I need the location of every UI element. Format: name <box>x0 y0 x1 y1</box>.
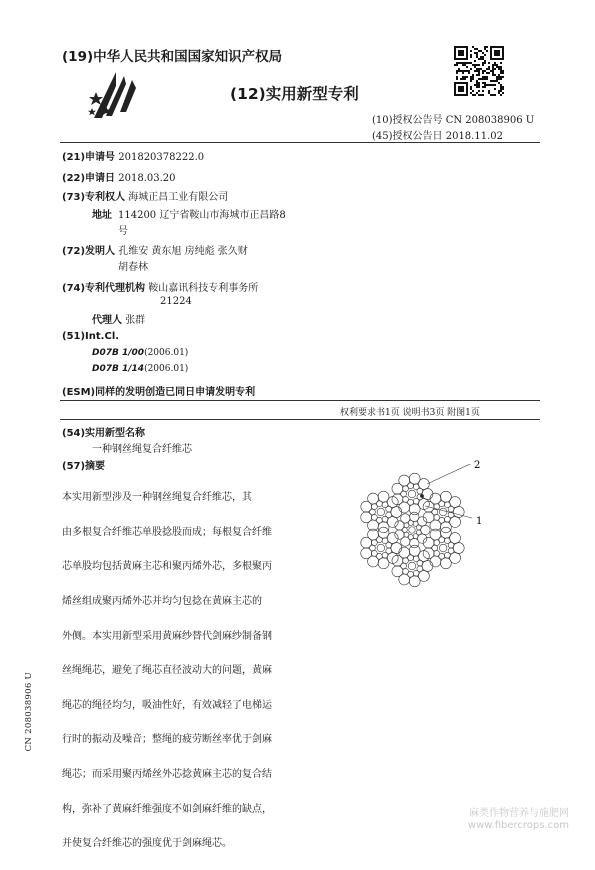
strand-outer-wire <box>450 497 461 508</box>
app-no-label: (21)申请号 <box>62 152 116 163</box>
strand-inner-wire <box>413 534 418 539</box>
agency-code: 21224 <box>160 296 192 307</box>
abstract-line: 绳芯的绳径均匀，吸油性好，有效减轻了电梯运 <box>62 699 272 711</box>
ipc2-line <box>92 364 188 374</box>
owner: 海城正昌工业有限公司 <box>128 192 229 203</box>
biblio-divider <box>60 400 540 401</box>
rope-cross-section-figure <box>350 448 500 612</box>
pages-info: 权利要求书1页 说明书3页 附图1页 <box>340 408 480 418</box>
agency-label: (74)专利代理机构 <box>62 283 146 294</box>
abstract-line: 由多根复合纤维芯单股捻股而成；每根复合纤维 <box>62 526 272 538</box>
inventor-line <box>62 242 248 257</box>
strand-outer-wire <box>391 507 402 518</box>
watermark-line2: www.fibercrops.com <box>467 820 569 831</box>
office-heading <box>62 45 282 65</box>
utility-title: 一种钢丝绳复合纤维芯 <box>92 444 192 455</box>
strand-inner-wire <box>413 498 419 504</box>
strand-inner-wire <box>417 488 423 494</box>
office-name: 中华人民共和国国家知识产权局 <box>93 49 283 65</box>
abstract-line: 芯单股均包括黄麻主芯和聚丙烯外芯，多根聚丙 <box>62 561 272 573</box>
figure-label-2: 2 <box>474 460 481 471</box>
strand-core-wire <box>408 490 416 498</box>
strand-core-wire <box>409 527 416 534</box>
strand-inner-wire <box>403 496 409 502</box>
strand-inner-wire <box>371 550 377 556</box>
agent: 张群 <box>125 315 146 326</box>
doc-type: 实用新型专利 <box>265 85 359 103</box>
strand-inner-wire <box>448 542 454 548</box>
agency: 鞍山嘉讯科技专利事务所 <box>148 283 259 294</box>
abstract-line: 烯丝组成聚丙烯外芯并均匀包捻在黄麻主芯的 <box>62 596 262 608</box>
strand-inner-wire <box>376 501 382 507</box>
title-label: (54)实用新型名称 <box>62 428 146 439</box>
abstract-line: 构，弥补了黄麻纤维强度不如剑麻纤维的缺点， <box>62 803 272 815</box>
strand-core-wire <box>439 544 447 552</box>
ipc1-code: D07B 1/00 <box>92 348 145 358</box>
strand-outer-wire <box>418 517 427 526</box>
strand-inner-wire <box>432 545 438 551</box>
pub-date-line <box>372 127 503 142</box>
strand-inner-wire <box>417 560 423 566</box>
strand-inner-wire <box>386 506 392 512</box>
strand-core-wire <box>377 508 385 516</box>
strand-inner-wire <box>439 501 445 507</box>
pub-date-label: (45)授权公告日 <box>372 131 443 142</box>
strand-inner-wire <box>369 545 375 551</box>
strand-inner-wire <box>369 509 375 515</box>
strand-inner-wire <box>401 563 407 569</box>
strand-outer-wire <box>450 533 461 544</box>
strand-outer-wire <box>453 543 464 554</box>
strand-inner-wire <box>382 552 388 558</box>
app-date-label: (22)申请日 <box>62 173 116 184</box>
cnipa-emblem-icon <box>86 70 148 126</box>
abstract-line: 本实用新型涉及一种钢丝绳复合纤维芯，其 <box>62 492 252 504</box>
abstract-body <box>62 472 310 870</box>
strand-inner-wire <box>434 550 440 556</box>
strand-core-wire <box>377 544 385 552</box>
esm-note: (ESM)同样的发明创造已同日申请发明专利 <box>62 387 256 398</box>
inventors-line1: 孔维安 黄东旭 房纯彪 张久财 <box>118 246 248 257</box>
app-no: 201820378222.0 <box>118 152 205 163</box>
strand-inner-wire <box>448 506 454 512</box>
address-label: 地址 <box>92 210 112 221</box>
strand-inner-wire <box>444 516 450 522</box>
qr-code-icon <box>454 46 504 100</box>
strand-inner-wire <box>416 525 421 530</box>
abstract-line: 绳芯；而采用聚丙烯丝外芯捻黄麻主芯的复合结 <box>62 769 272 781</box>
strand-inner-wire <box>408 520 413 525</box>
inventors-line2: 胡春林 <box>118 262 148 273</box>
strand-inner-wire <box>444 552 450 558</box>
app-no-line <box>62 148 204 163</box>
office-code: (19) <box>62 49 94 65</box>
agent-line <box>92 311 145 326</box>
abstract-label: (57)摘要 <box>62 461 106 472</box>
strand-inner-wire <box>402 527 407 532</box>
owner-line <box>62 188 228 203</box>
strand-outer-wire <box>422 561 433 572</box>
ipc2-date: (2006.01) <box>144 364 189 374</box>
agent-label: 代理人 <box>92 315 122 326</box>
ipc1-date: (2006.01) <box>144 348 189 358</box>
strand-outer-wire <box>418 479 429 490</box>
watermark-line1: 麻类作物营养与施肥网 <box>469 808 569 819</box>
header-divider <box>60 142 540 143</box>
agency-line <box>62 279 258 294</box>
strand-inner-wire <box>408 483 414 489</box>
owner-label: (73)专利权人 <box>62 192 126 203</box>
inventor-label: (72)发明人 <box>62 246 116 257</box>
strand-core-wire <box>408 562 416 570</box>
strand-inner-wire <box>401 491 407 497</box>
strand-core-wire <box>439 508 447 516</box>
strand-inner-wire <box>408 555 414 561</box>
ipc1-line <box>92 348 188 358</box>
app-date: 2018.03.20 <box>118 173 176 184</box>
ipc2-code: D07B 1/14 <box>92 364 145 374</box>
strand-inner-wire <box>382 516 388 522</box>
pub-no: CN 208038906 U <box>445 115 535 126</box>
side-publication-code: CN 208038906 U <box>24 672 34 752</box>
strand-outer-wire <box>421 525 430 534</box>
app-date-line <box>62 169 176 184</box>
address-line1: 114200 辽宁省鞍山市海城市正昌路8 <box>118 210 286 221</box>
strand-inner-wire <box>413 570 419 576</box>
strand-outer-wire <box>422 489 433 500</box>
strand-inner-wire <box>371 514 377 520</box>
pub-no-line <box>372 111 534 126</box>
pages-divider <box>60 419 540 420</box>
strand-inner-wire <box>376 537 382 543</box>
abstract-line: 外侧。本实用新型采用黄麻纱替代剑麻纱制备钢 <box>62 630 272 642</box>
strand-inner-wire <box>434 514 440 520</box>
strand-inner-wire <box>439 537 445 543</box>
strand-inner-wire <box>432 509 438 515</box>
strand-outer-wire <box>391 543 402 554</box>
doc-type-heading <box>230 82 359 104</box>
ipc-label: (51)Int.Cl. <box>62 331 120 342</box>
pub-date: 2018.11.02 <box>445 131 503 142</box>
doc-type-code: (12) <box>230 85 266 103</box>
figure-label-1: 1 <box>476 516 483 527</box>
pub-no-label: (10)授权公告号 <box>372 115 443 126</box>
strand-inner-wire <box>386 542 392 548</box>
abstract-line: 丝绳绳芯，避免了绳芯直径波动大的问题，黄麻 <box>62 665 272 677</box>
abstract-line: 行时的振动及噪音；整绳的疲劳断丝率优于剑麻 <box>62 734 272 746</box>
strand-inner-wire <box>403 568 409 574</box>
abstract-line: 并使复合纤维芯的强度优于剑麻绳芯。 <box>62 838 232 850</box>
marker-dot <box>420 494 423 497</box>
strand-inner-wire <box>404 532 409 537</box>
address-line2: 号 <box>118 226 128 237</box>
